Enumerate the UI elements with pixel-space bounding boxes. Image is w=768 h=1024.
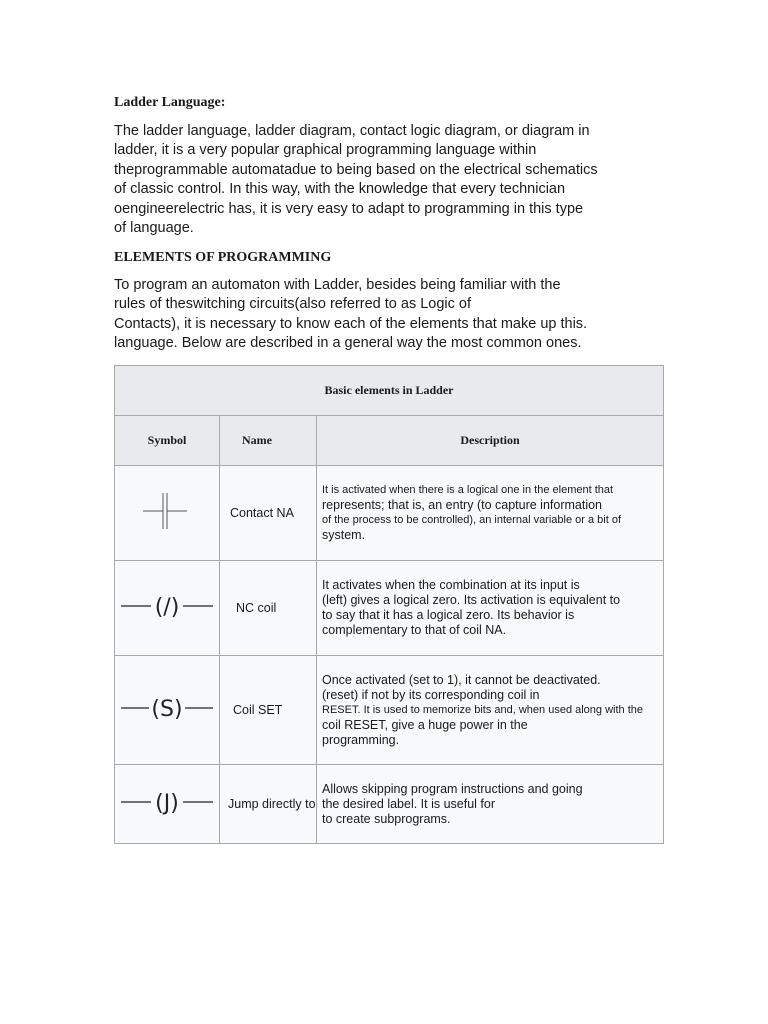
table-row	[115, 561, 664, 656]
desc-line: to say that it has a logical zero. Its behavior is	[322, 608, 575, 622]
contact-na-icon	[137, 489, 197, 533]
elements-line: rules of theswitching circuits(also referred to as Logic of	[114, 296, 472, 313]
heading-ladder-language: Ladder Language:	[114, 95, 226, 110]
desc-line: of the process to be controlled), an internal variable or a bit of	[322, 514, 622, 526]
desc-line: (left) gives a logical zero. Its activation is equivalent to	[322, 593, 621, 607]
ladder-elements-table	[114, 365, 664, 844]
desc-line: represents; that is, an entry (to capture information	[322, 498, 602, 512]
intro-line: oengineerelectric has, it is very easy to adapt to programming in this type	[114, 200, 584, 217]
table-caption: Basic elements in Ladder	[115, 366, 664, 416]
header-name: Name	[220, 416, 317, 466]
desc-line: the desired label. It is useful for	[322, 796, 496, 811]
elements-paragraph	[114, 276, 634, 354]
element-description	[317, 765, 664, 844]
desc-line: It activates when the combination at its input is	[322, 578, 580, 592]
desc-line: complementary to that of coil NA.	[322, 623, 507, 637]
header-symbol: Symbol	[115, 416, 220, 466]
desc-line: system.	[322, 528, 366, 542]
element-name: Contact NA	[220, 466, 317, 561]
coil-glyph: (J)	[155, 790, 179, 816]
element-name: Jump directly to	[220, 765, 317, 844]
element-description	[317, 466, 664, 561]
element-description	[317, 561, 664, 656]
intro-line: theprogrammable automatadue to being based on the electrical schematics	[114, 161, 598, 178]
desc-line: (reset) if not by its corresponding coil in	[322, 687, 540, 702]
element-description	[317, 656, 664, 765]
header-description: Description	[317, 416, 664, 466]
element-name: NC coil	[220, 561, 317, 656]
table-row	[115, 466, 664, 561]
intro-line: The ladder language, ladder diagram, contact logic diagram, or diagram in	[114, 123, 590, 139]
desc-line: Once activated (set to 1), it cannot be deactivated.	[322, 672, 601, 687]
heading-elements-of-programming: ELEMENTS OF PROGRAMMING	[114, 250, 332, 265]
jump-icon	[117, 782, 217, 822]
desc-line: to create subprograms.	[322, 811, 451, 826]
desc-line: It is activated when there is a logical one in the element that	[322, 484, 614, 496]
elements-line: Contacts), it is necessary to know each of the elements that make up this.	[114, 315, 588, 332]
coil-glyph: (/)	[154, 594, 180, 620]
table-row	[115, 765, 664, 844]
intro-paragraph	[114, 122, 634, 238]
coil-set-icon	[117, 688, 217, 728]
intro-line: ladder, it is a very popular graphical programming language within	[114, 142, 537, 159]
elements-line: language. Below are described in a general way the most common ones.	[114, 335, 582, 352]
elements-line: To program an automaton with Ladder, besides being familiar with the	[114, 277, 561, 293]
desc-line: Allows skipping program instructions and going	[322, 781, 583, 796]
intro-line: of language.	[114, 220, 194, 237]
desc-line: RESET. It is used to memorize bits and, when used along with the	[322, 703, 643, 716]
coil-set-symbol	[115, 656, 220, 765]
jump-symbol	[115, 765, 220, 844]
nc-coil-icon	[117, 586, 217, 626]
desc-line: coil RESET, give a huge power in the	[322, 717, 528, 732]
intro-line: of classic control. In this way, with the knowledge that every technician	[114, 181, 566, 198]
desc-line: programming.	[322, 732, 400, 747]
contact-na-symbol	[115, 466, 220, 561]
nc-coil-symbol	[115, 561, 220, 656]
element-name: Coil SET	[220, 656, 317, 765]
table-row	[115, 656, 664, 765]
coil-glyph: (S)	[151, 696, 183, 722]
